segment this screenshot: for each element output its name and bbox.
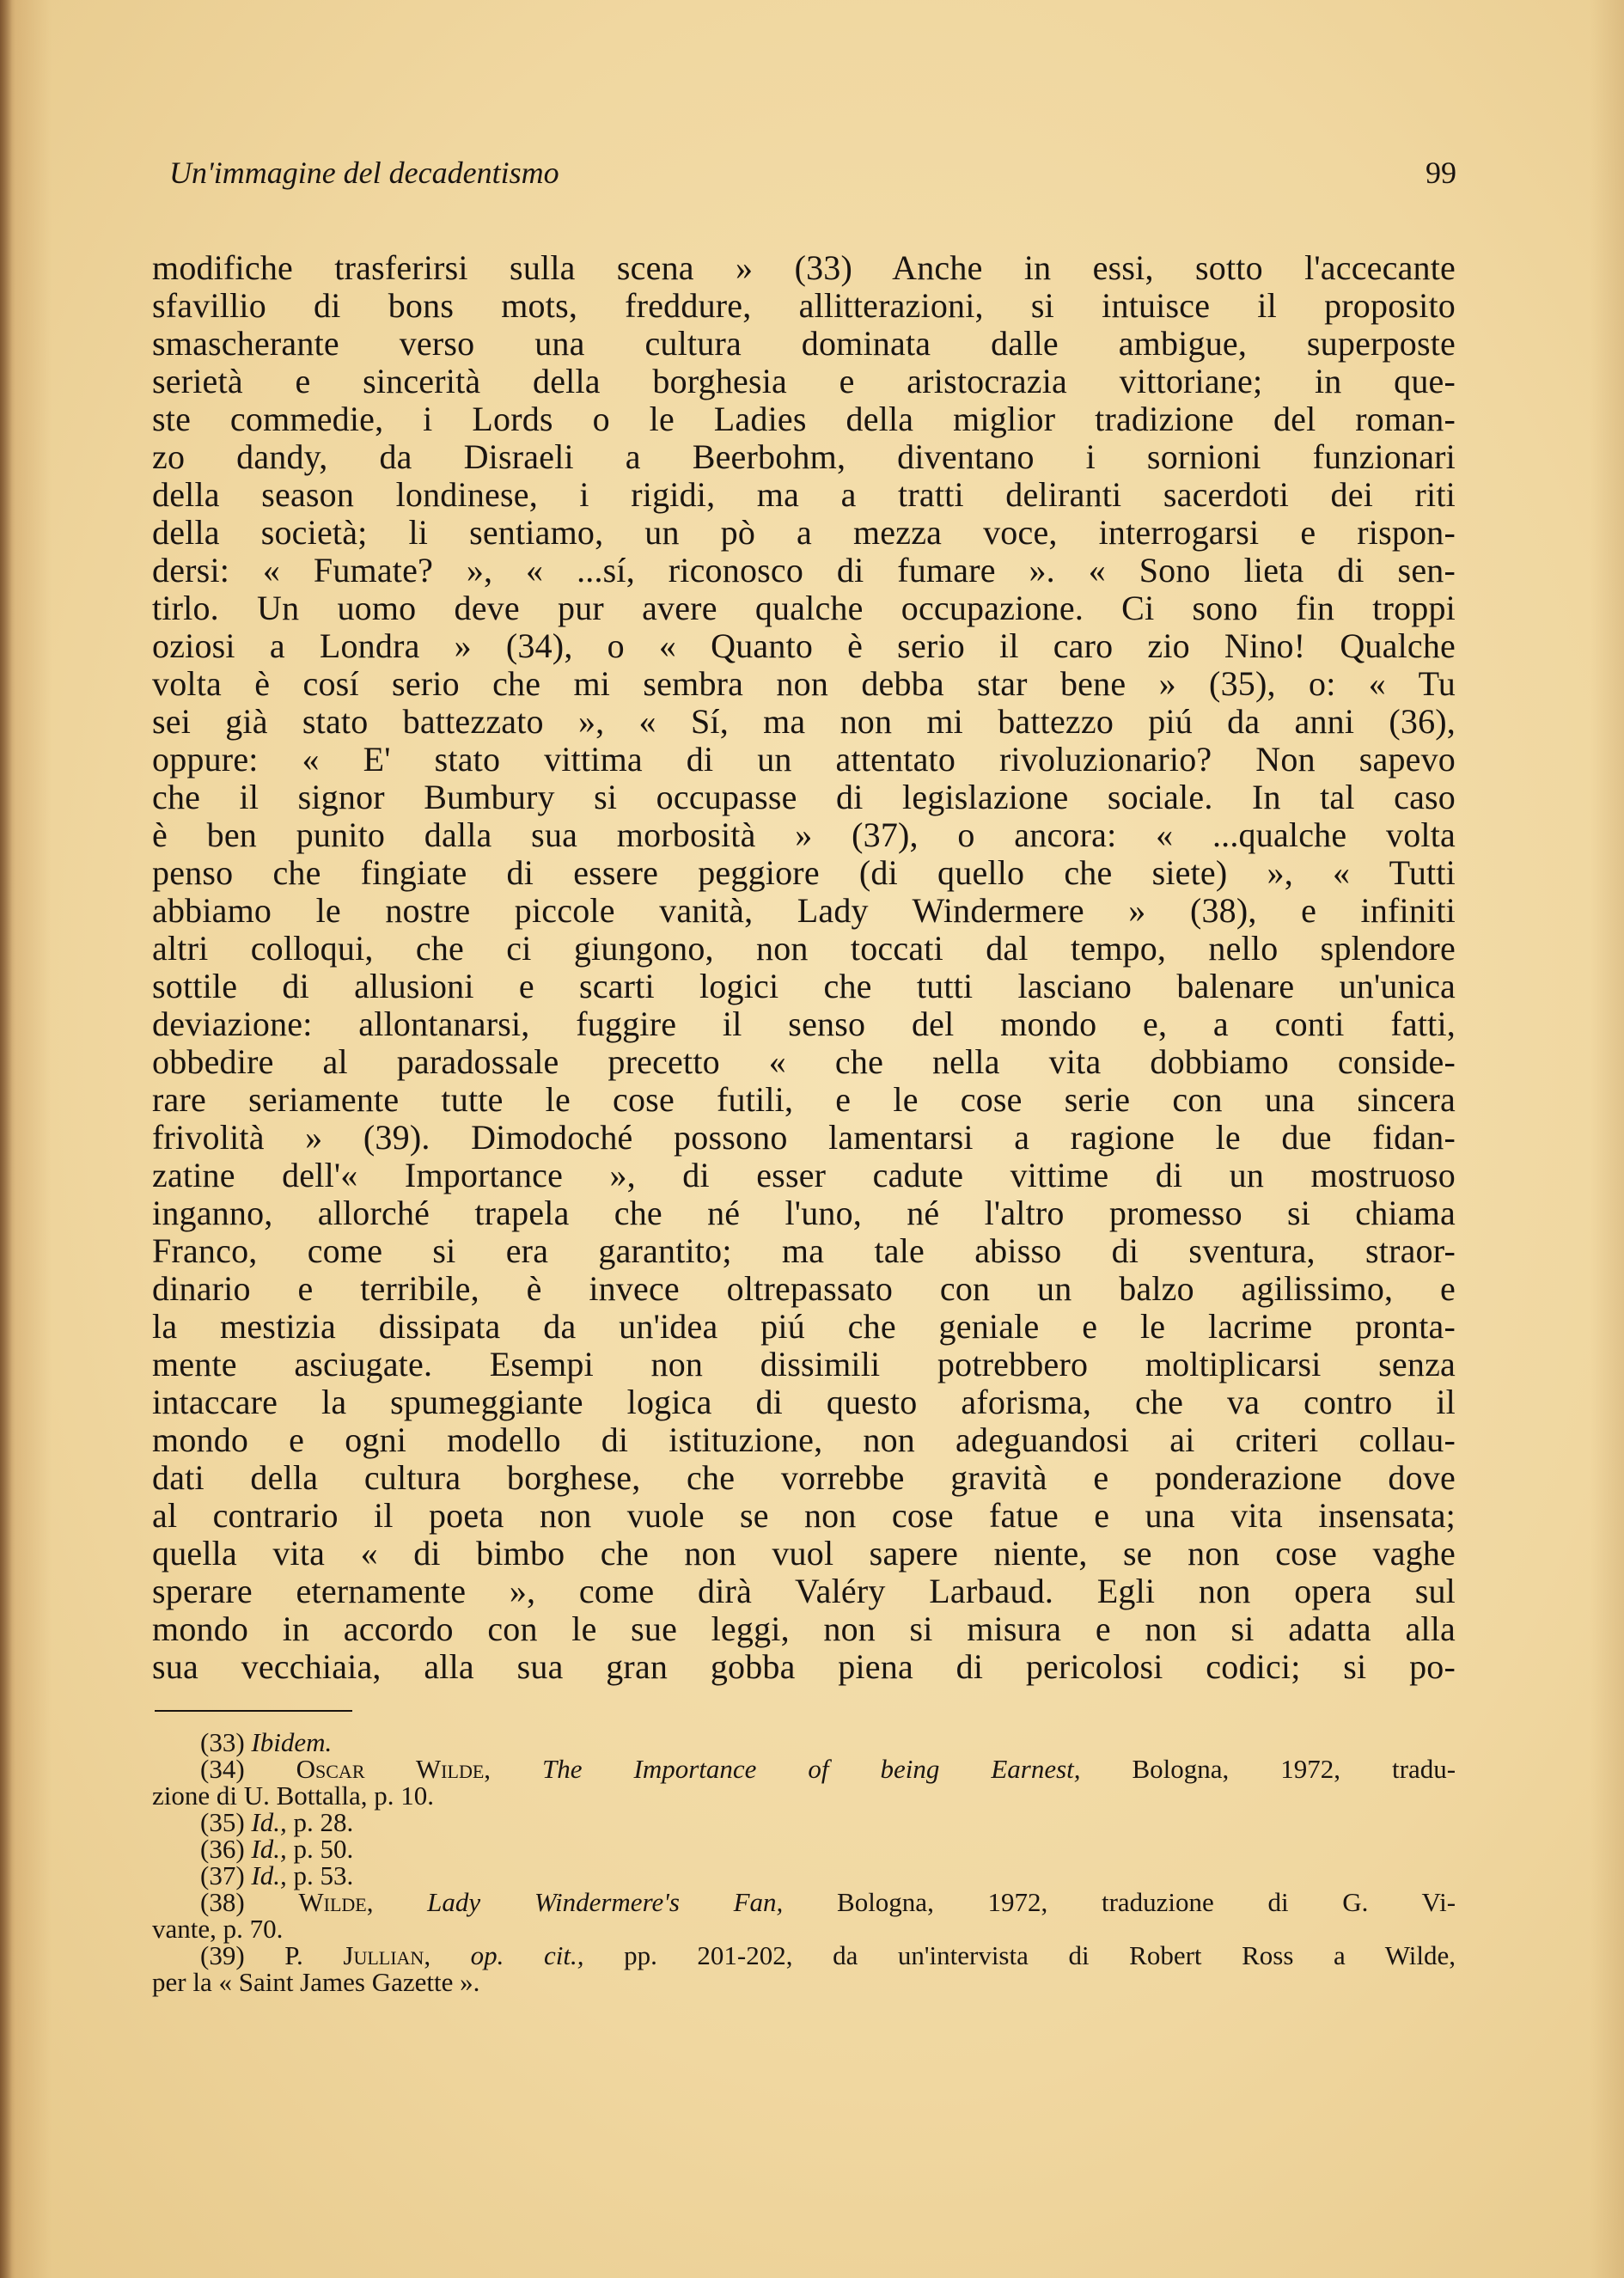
footnote-number: (33) bbox=[200, 1727, 245, 1757]
body-line: zatine dell'« Importance », di esser cadute vittime di un mostruoso bbox=[152, 1156, 1456, 1194]
footnote-number: (35) bbox=[200, 1807, 245, 1837]
footnote-author: Wilde, bbox=[298, 1887, 374, 1917]
body-line: intaccare la spumeggiante logica di questo aforisma, che va contro il bbox=[152, 1383, 1456, 1421]
page-edge-shadow bbox=[0, 0, 12, 2278]
footnote-number: (36) bbox=[200, 1834, 245, 1864]
footnote-text: Bologna, 1972, traduzione di G. Vi- bbox=[837, 1887, 1456, 1917]
footnote-number: (38) bbox=[200, 1887, 245, 1917]
footnote-number: (34) bbox=[200, 1754, 245, 1784]
body-line: rare seriamente tutte le cose futili, e le cose serie con una sincera bbox=[152, 1080, 1456, 1119]
body-line: dinario e terribile, è invece oltrepassato con un balzo agilissimo, e bbox=[152, 1269, 1456, 1308]
body-line: quella vita « di bimbo che non vuol sapere niente, se non cose vaghe bbox=[152, 1534, 1456, 1573]
body-line: sperare eternamente », come dirà Valéry Larbaud. Egli non opera sul bbox=[152, 1572, 1456, 1610]
footnote-39 bbox=[152, 1942, 1456, 1969]
footnote-number: (37) bbox=[200, 1860, 245, 1890]
body-line: sfavillio di bons mots, freddure, allitterazioni, si intuisce il proposito bbox=[152, 286, 1456, 325]
body-line: dati della cultura borghese, che vorrebbe gravità e ponderazione dove bbox=[152, 1458, 1456, 1497]
body-line: volta è cosí serio che mi sembra non debba star bene » (35), o: « Tu bbox=[152, 664, 1456, 703]
body-line: sottile di allusioni e scarti logici che tutti lasciano balenare un'unica bbox=[152, 967, 1456, 1005]
footnote-text: Bologna, 1972, tradu- bbox=[1132, 1754, 1456, 1784]
footnote-title: The Importance of being Earnest, bbox=[542, 1754, 1081, 1784]
footnote-text: p. 53. bbox=[293, 1860, 354, 1890]
footnote-author: P. Jullian, bbox=[284, 1940, 431, 1970]
footnote-35 bbox=[152, 1809, 1456, 1835]
footnote-36 bbox=[152, 1835, 1456, 1862]
footnote-text: pp. 201-202, da un'intervista di Robert Ross a Wilde, bbox=[624, 1940, 1456, 1970]
running-head-title: Un'immagine del decadentismo bbox=[169, 156, 559, 190]
footnotes bbox=[152, 1729, 1456, 1995]
footnote-text: Ibidem. bbox=[251, 1727, 333, 1757]
footnote-number: (39) bbox=[200, 1940, 245, 1970]
body-line: la mestizia dissipata da un'idea piú che geniale e le lacrime pronta- bbox=[152, 1307, 1456, 1346]
footnote-text: p. 50. bbox=[293, 1834, 354, 1864]
footnote-label: Id., bbox=[251, 1860, 287, 1890]
footnote-34-continuation: zione di U. Bottalla, p. 10. bbox=[152, 1780, 435, 1811]
footnote-33 bbox=[152, 1729, 1456, 1756]
footnote-rule bbox=[155, 1710, 352, 1712]
body-line: ste commedie, i Lords o le Ladies della miglior tradizione del roman- bbox=[152, 400, 1456, 438]
body-line: inganno, allorché trapela che né l'uno, né l'altro promesso si chiama bbox=[152, 1194, 1456, 1232]
footnote-34 bbox=[152, 1756, 1456, 1782]
page-number: 99 bbox=[1426, 156, 1456, 190]
body-line: abbiamo le nostre piccole vanità, Lady Windermere » (38), e infiniti bbox=[152, 891, 1456, 930]
body-line: dersi: « Fumate? », « ...sí, riconosco di fumare ». « Sono lieta di sen- bbox=[152, 551, 1456, 589]
footnote-text: p. 28. bbox=[293, 1807, 354, 1837]
body-line: smascherante verso una cultura dominata dalle ambigue, superposte bbox=[152, 324, 1456, 363]
body-line: deviazione: allontanarsi, fuggire il senso del mondo e, a conti fatti, bbox=[152, 1005, 1456, 1043]
body-line: Franco, come si era garantito; ma tale abisso di sventura, straor- bbox=[152, 1231, 1456, 1270]
body-line: mente asciugate. Esempi non dissimili potrebbero moltiplicarsi senza bbox=[152, 1345, 1456, 1383]
body-line: sei già stato battezzato », « Sí, ma non mi battezzo piú da anni (36), bbox=[152, 702, 1456, 741]
footnote-label: Id., bbox=[251, 1807, 287, 1837]
body-line: sua vecchiaia, alla sua gran gobba piena di pericolosi codici; si po- bbox=[152, 1647, 1456, 1686]
body-line: zo dandy, da Disraeli a Beerbohm, diventano i sornioni funzionari bbox=[152, 437, 1456, 476]
body-line: oziosi a Londra » (34), o « Quanto è serio il caro zio Nino! Qualche bbox=[152, 626, 1456, 665]
footnote-37 bbox=[152, 1862, 1456, 1889]
body-line: serietà e sincerità della borghesia e aristocrazia vittoriane; in que- bbox=[152, 362, 1456, 400]
body-line: mondo in accordo con le sue leggi, non si misura e non si adatta alla bbox=[152, 1609, 1456, 1648]
body-line: che il signor Bumbury si occupasse di legislazione sociale. In tal caso bbox=[152, 778, 1456, 816]
body-line: mondo e ogni modello di istituzione, non adeguandosi ai criteri collau- bbox=[152, 1420, 1456, 1459]
body-line: della season londinese, i rigidi, ma a tratti deliranti sacerdoti dei riti bbox=[152, 475, 1456, 514]
body-line: al contrario il poeta non vuole se non cose fatue e una vita insensata; bbox=[152, 1496, 1456, 1535]
body-line: oppure: « E' stato vittima di un attentato rivoluzionario? Non sapevo bbox=[152, 740, 1456, 779]
footnote-author: Oscar Wilde, bbox=[296, 1754, 491, 1784]
body-line: tirlo. Un uomo deve pur avere qualche occupazione. Ci sono fin troppi bbox=[152, 589, 1456, 627]
footnote-title: op. cit., bbox=[470, 1940, 584, 1970]
body-line: penso che fingiate di essere peggiore (di quello che siete) », « Tutti bbox=[152, 853, 1456, 892]
body-line: modifiche trasferirsi sulla scena » (33) Anche in essi, sotto l'accecante bbox=[152, 248, 1456, 287]
body-line: altri colloqui, che ci giungono, non toccati dal tempo, nello splendore bbox=[152, 929, 1456, 968]
footnote-label: Id., bbox=[251, 1834, 287, 1864]
body-line: è ben punito dalla sua morbosità » (37), o ancora: « ...qualche volta bbox=[152, 815, 1456, 854]
body-text bbox=[152, 249, 1456, 1686]
footnote-39-continuation: per la « Saint James Gazette ». bbox=[152, 1967, 480, 1997]
running-head bbox=[169, 155, 1456, 196]
body-line: frivolità » (39). Dimodoché possono lamentarsi a ragione le due fidan- bbox=[152, 1118, 1456, 1157]
footnote-title: Lady Windermere's Fan, bbox=[427, 1887, 784, 1917]
footnote-38-continuation: vante, p. 70. bbox=[152, 1914, 284, 1944]
footnote-38 bbox=[152, 1889, 1456, 1915]
body-line: della società; li sentiamo, un pò a mezza voce, interrogarsi e rispon- bbox=[152, 513, 1456, 552]
body-line: obbedire al paradossale precetto « che nella vita dobbiamo conside- bbox=[152, 1042, 1456, 1081]
